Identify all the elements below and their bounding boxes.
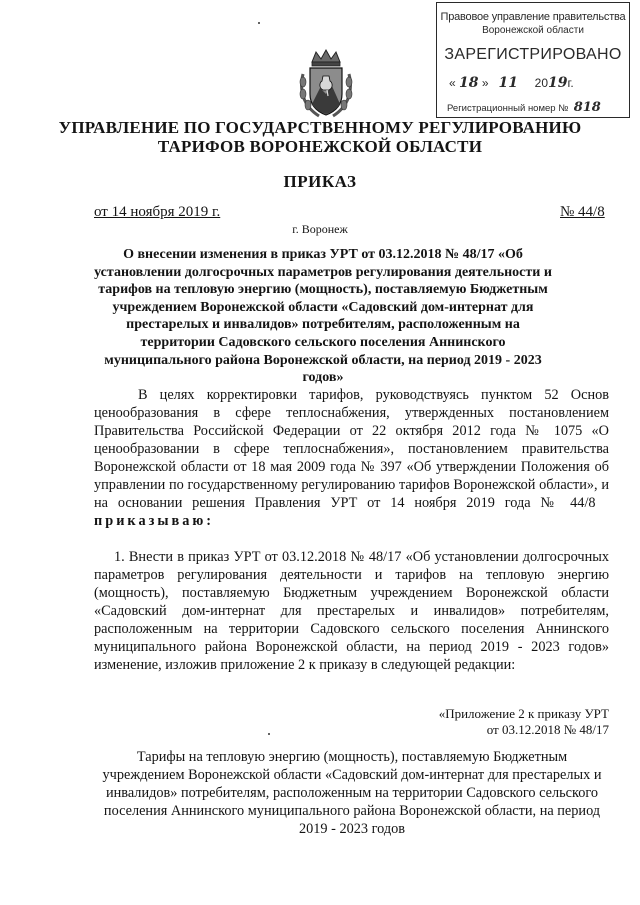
speck	[268, 733, 270, 735]
doc-type: ПРИКАЗ	[283, 172, 357, 191]
order-word: приказываю:	[94, 513, 215, 529]
stamp-date-day: 18	[459, 75, 479, 91]
stamp-org-line1: Правовое управление правительства	[440, 11, 626, 23]
speck	[258, 22, 260, 24]
preamble-paragraph	[94, 386, 609, 530]
stamp-date-year-suffix: 19	[548, 75, 568, 91]
stamp-date-year-prefix: 20	[534, 76, 549, 90]
org-title-line2: ТАРИФОВ ВОРОНЕЖСКОЙ ОБЛАСТИ	[157, 137, 483, 156]
registration-stamp	[436, 2, 630, 118]
appendix-reference	[380, 706, 609, 738]
tariff-title: Тарифы на тепловую энергию (мощность), поставляемую Бюджетным учреждением Воронежской области «Садовский дом-интернат для престарелых и инвалидов» потребителям, расположенным на территории Садовского сельского поселения Аннинского муниципального района Воронежской области, на период 2019 - 2023 годов	[102, 749, 602, 837]
stamp-date-month: 11	[498, 75, 518, 91]
order-subject: О внесении изменения в приказ УРТ от 03.12.2018 № 48/17 «Об установлении долгосрочных параметров регулирования деятельности и тарифов на тепловую энергию (мощность), поставляемую Бюджетным учреждением Воронежской области «Садовский дом-интернат для престарелых и инвалидов» потребителям, расположенным на территории Садовского сельского поселения Аннинского муниципального района Воронежской области, на период 2019 - 2023 годов»	[94, 247, 552, 386]
appendix-line1: «Приложение 2 к приказу УРТ	[438, 706, 609, 721]
city: г. Воронеж	[292, 222, 348, 236]
stamp-reg-number	[447, 100, 625, 115]
voronezh-coat-of-arms-icon	[297, 48, 355, 120]
order-number: № 44/8	[560, 204, 605, 220]
stamp-status: ЗАРЕГИСТРИРОВАНО	[444, 46, 622, 63]
stamp-org-line2: Воронежской области	[482, 25, 584, 36]
stamp-date-year-end: г.	[567, 76, 574, 90]
appendix-line2: от 03.12.2018 № 48/17	[486, 722, 609, 737]
preamble-text: В целях корректировки тарифов, руководствуясь пунктом 52 Основ ценообразования в сфере теплоснабжения, утвержденных постановлением Правительства Российской Федерации от 22 октября 2012 года № 1075 «О ценообразовании в сфере теплоснабжения», постановлением правительства Воронежской области от 18 мая 2009 года № 397 «Об утверждении Положения об управлении по государственному регулированию тарифов Воронежской области», и на основании решения Правления УРТ от 14 ноября 2019 года № 44/8	[94, 387, 609, 511]
org-title-line1: УПРАВЛЕНИЕ ПО ГОСУДАРСТВЕННОМУ РЕГУЛИРОВАНИЮ	[58, 118, 582, 137]
stamp-reg-number-label: Регистрационный номер №	[447, 103, 569, 114]
stamp-reg-number-value: 818	[573, 100, 601, 115]
order-date: от 14 ноября 2019 г.	[94, 204, 221, 220]
stamp-date: « 18 » 11 2019г.	[449, 75, 574, 91]
item-1-paragraph: 1. Внести в приказ УРТ от 03.12.2018 № 48/17 «Об установлении долгосрочных параметров регулирования деятельности и тарифов на тепловую энергию (мощность), поставляемую Бюджетным учреждением Воронежской области «Садовский дом-интернат для престарелых и инвалидов» потребителям, расположенным на территории Садовского сельского поселения Аннинского муниципального района Воронежской области, на период 2019 - 2023 годов» изменение, изложив приложение 2 к приказу в следующей редакции:	[94, 549, 609, 673]
